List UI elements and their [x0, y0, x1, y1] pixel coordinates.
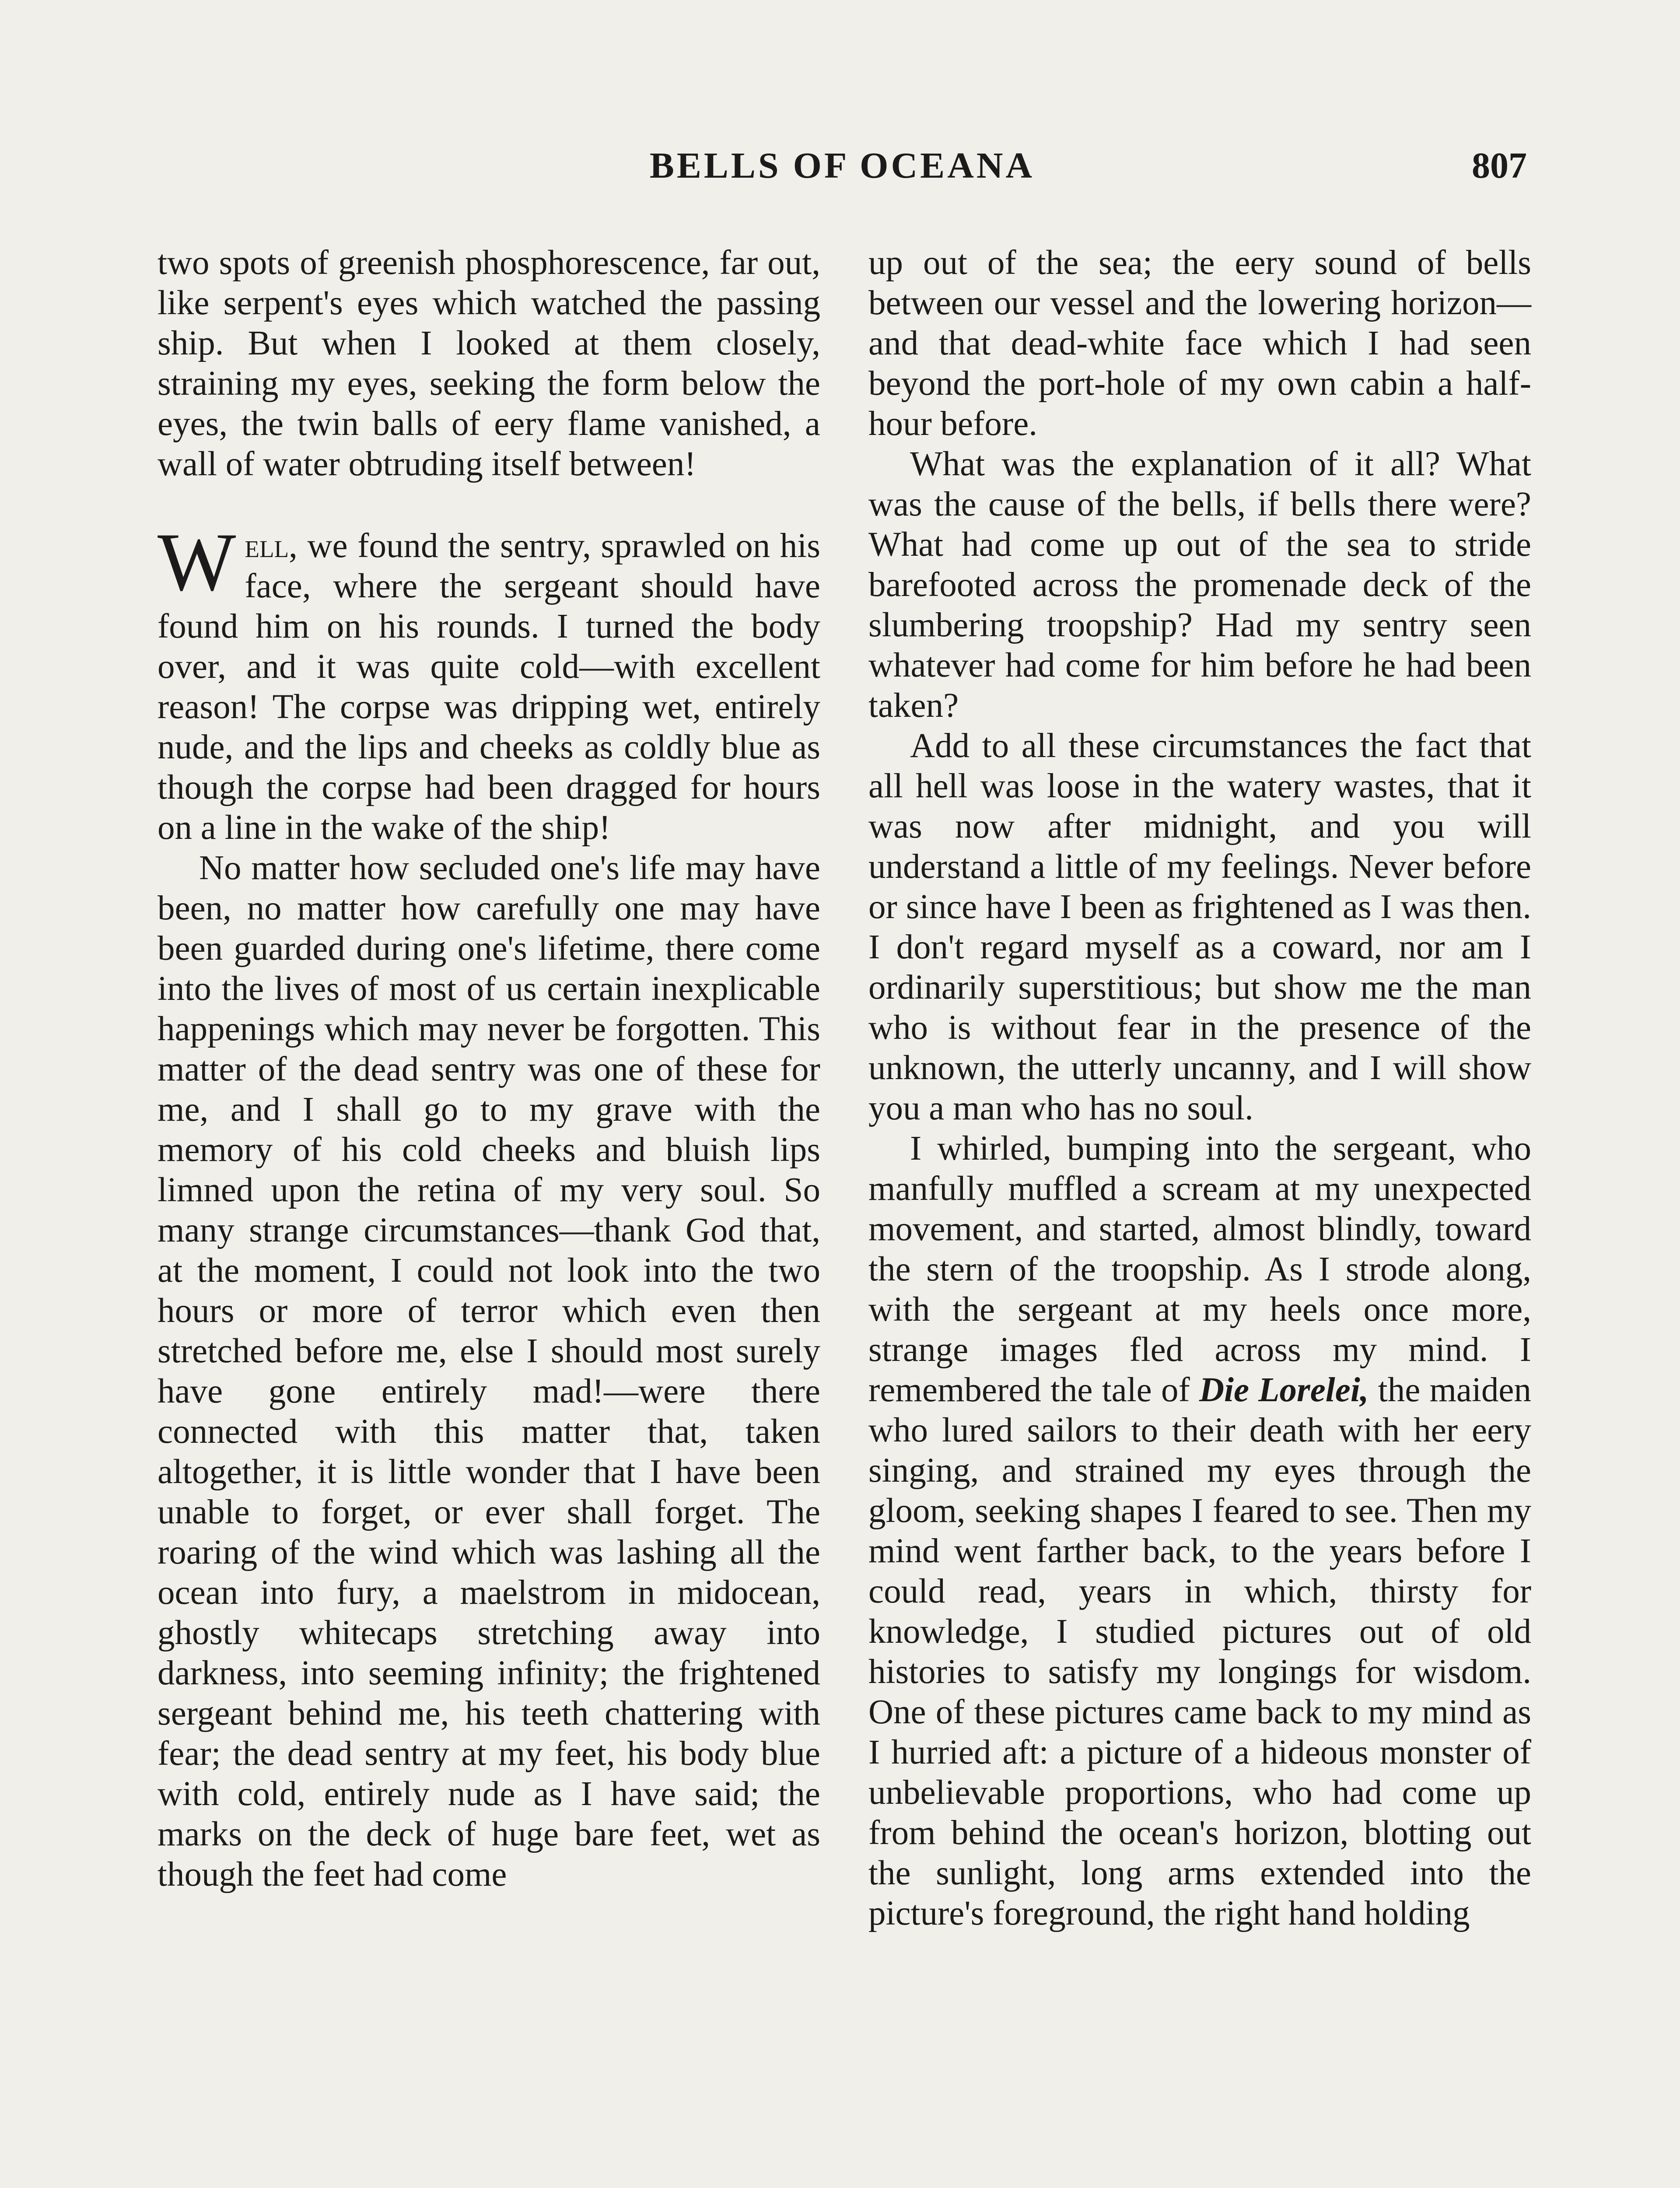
small-caps-lead: ell,	[245, 527, 298, 565]
paragraph-text: I whirled, bumping into the sergeant, who manfully muffled a scream at my unexpected movement, and started, almost blindly, toward the stern of the troopship. As I strode along, with the sergeant at my heels once more, strange images fled across my mind. I remembered the tale of	[868, 1129, 1531, 1409]
paragraph	[868, 1129, 1531, 1934]
paragraph-section-start	[158, 516, 820, 848]
page-header	[158, 144, 1527, 197]
paragraph: No matter how secluded one's life may have been, no matter how carefully one may have been guarded during one's lifetime, there come into the lives of most of us certain inexplicable happenings which may never be forgotten. This matter of the dead sentry was one of these for me, and I shall go to my grave with the memory of his cold cheeks and bluish lips limned upon the retina of my very soul. So many strange circumstances—thank God that, at the moment, I could not look into the two hours or more of terror which even then stretched before me, else I should most surely have gone entirely mad!—were there connected with this matter that, taken altogether, it is little wonder that I have been unable to forget, or ever shall forget. The roaring of the wind which was lashing all the ocean into fury, a maelstrom in midocean, ghostly whitecaps stretching away into darkness, into seeming infinity; the frightened sergeant behind me, his teeth chattering with fear; the dead sentry at my feet, his body blue with cold, entirely nude as I have said; the marks on the deck of huge bare feet, wet as though the feet had come	[158, 849, 820, 1893]
paragraph: What was the explanation of it all? What was the cause of the bells, if bells there were? What had come up out of the sea to stride barefooted across the promenade deck of the slumbering troopship? Had my sentry seen whatever had come for him before he had been taken?	[868, 445, 1531, 725]
paragraph-text: the maiden who lured sailors to their death with her eery singing, and strained my eyes through the gloom, seeking shapes I feared to see. Then my mind went farther back, to the years before I could read, years in which, thirsty for knowledge, I studied pictures out of old histories to satisfy my longings for wisdom. One of these pictures came back to my mind as I hurried aft: a picture of a hideous monster of unbelievable proportions, who had come up from behind the ocean's horizon, blotting out the sunlight, long arms extended into the picture's foreground, the right hand holding	[868, 1371, 1531, 1932]
running-title: BELLS OF OCEANA	[649, 145, 1035, 186]
paragraph: Add to all these circumstances the fact that all hell was loose in the watery wastes, that it was now after midnight, and you will understand a little of my feelings. Never before or since have I been as frightened as I was then. I don't regard myself as a coward, nor am I ordinarily superstitious; but show me the man who is without fear in the presence of the unknown, the utterly uncanny, and I will show you a man who has no soul.	[868, 727, 1531, 1127]
text-column-left	[158, 243, 820, 1895]
text-column-right	[868, 243, 1531, 1934]
page-number: 807	[1472, 145, 1527, 186]
paragraph-text: we found the sentry, sprawled on his face, where the sergeant should have found him on his rounds. I turned the body over, and it was quite cold—with excellent reason! The corpse was dripping wet, entirely nude, and the lips and cheeks as coldly blue as though the corpse had been dragged for hours on a line in the wake of the ship!	[158, 527, 820, 847]
paragraph: two spots of greenish phosphorescence, far out, like serpent's eyes which watched the passing ship. But when I looked at them closely, straining my eyes, seeking the form below the eyes, the twin balls of eery flame vanished, a wall of water obtruding itself between!	[158, 244, 820, 483]
drop-cap: W	[158, 516, 236, 608]
paragraph: up out of the sea; the eery sound of bells between our vessel and the lowering horizon—and that dead-white face which I had seen beyond the port-hole of my own cabin a half-hour before.	[868, 244, 1531, 443]
italic-title: Die Lorelei,	[1199, 1371, 1369, 1409]
